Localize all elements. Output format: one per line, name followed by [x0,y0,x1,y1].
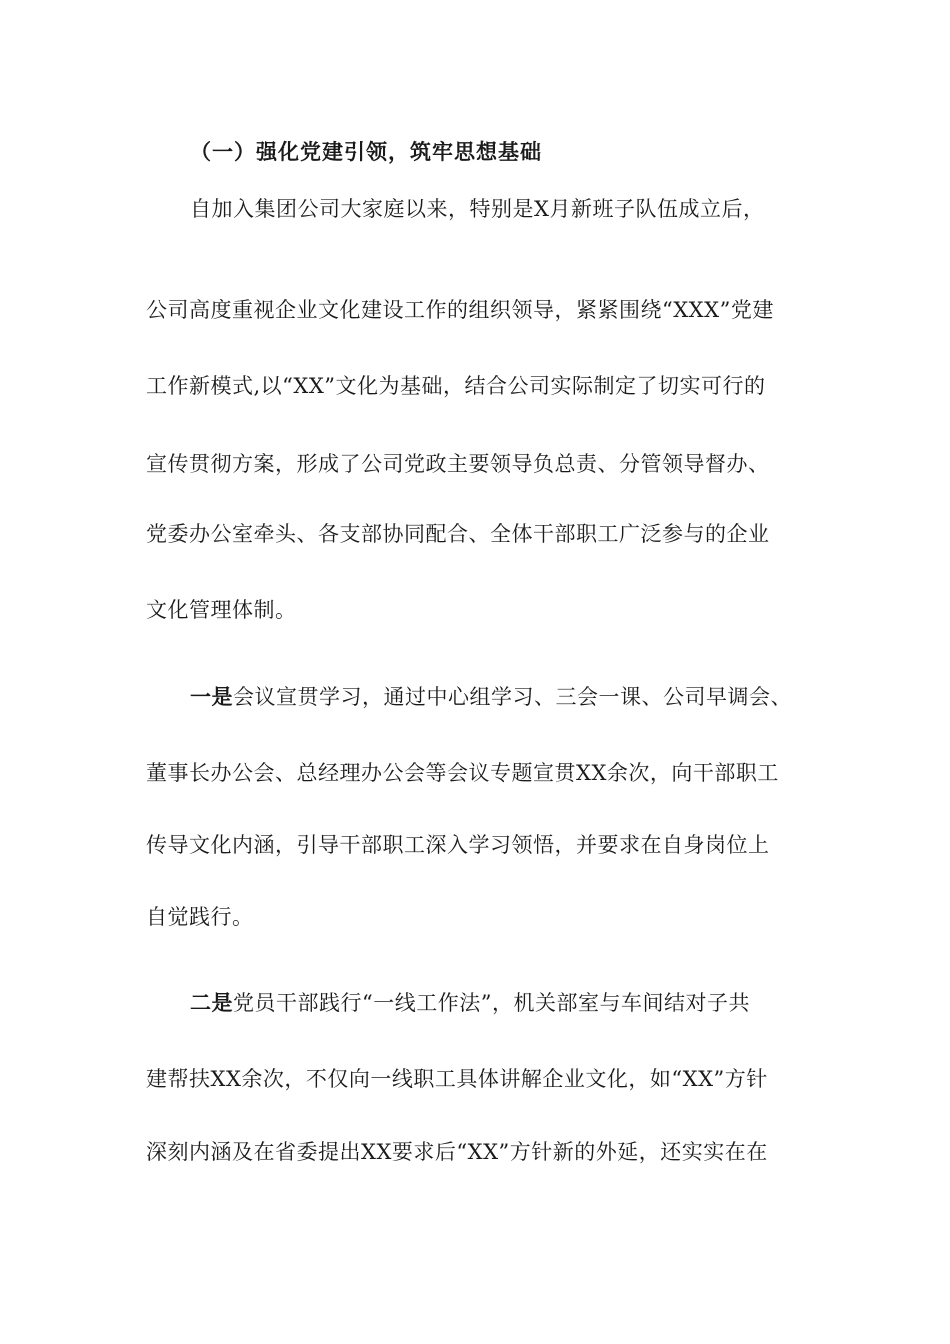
para2-line4: 自觉践行。 [146,905,254,929]
section-heading: （一）强化党建引领，筑牢思想基础 [190,139,542,164]
para2-line2: 董事长办公会、总经理办公会等会议专题宣贯XX余次，向干部职工 [146,761,779,785]
para3-line3: 深刻内涵及在省委提出XX要求后“XX”方针新的外延，还实实在在 [146,1140,768,1164]
para2-lead: 一是 [190,684,233,709]
para2-line1-text: 会议宣贯学习，通过中心组学习、三会一课、公司早调会、 [233,685,792,709]
para3-line2: 建帮扶XX余次，不仅向一线职工具体讲解企业文化，如“XX”方针 [146,1067,768,1091]
para3-line1 [190,989,850,1017]
para3-lead: 二是 [190,990,233,1015]
para1-line2: 公司高度重视企业文化建设工作的组织领导，紧紧围绕“XXX”党建 [146,298,774,322]
para1-line3: 工作新模式,以“XX”文化为基础，结合公司实际制定了切实可行的 [146,374,766,398]
para3-line1-text: 党员干部践行“一线工作法”，机关部室与车间结对子共 [233,991,750,1015]
para2-line1 [190,683,850,711]
para1-line1: 自加入集团公司大家庭以来，特别是X月新班子队伍成立后， [190,197,765,221]
para1-line4: 宣传贯彻方案，形成了公司党政主要领导负总责、分管领导督办、 [146,452,770,476]
para1-line5: 党委办公室牵头、各支部协同配合、全体干部职工广泛参与的企业 [146,522,770,546]
para2-line3: 传导文化内涵，引导干部职工深入学习领悟，并要求在自身岗位上 [146,833,770,857]
para1-line6: 文化管理体制。 [146,598,297,622]
